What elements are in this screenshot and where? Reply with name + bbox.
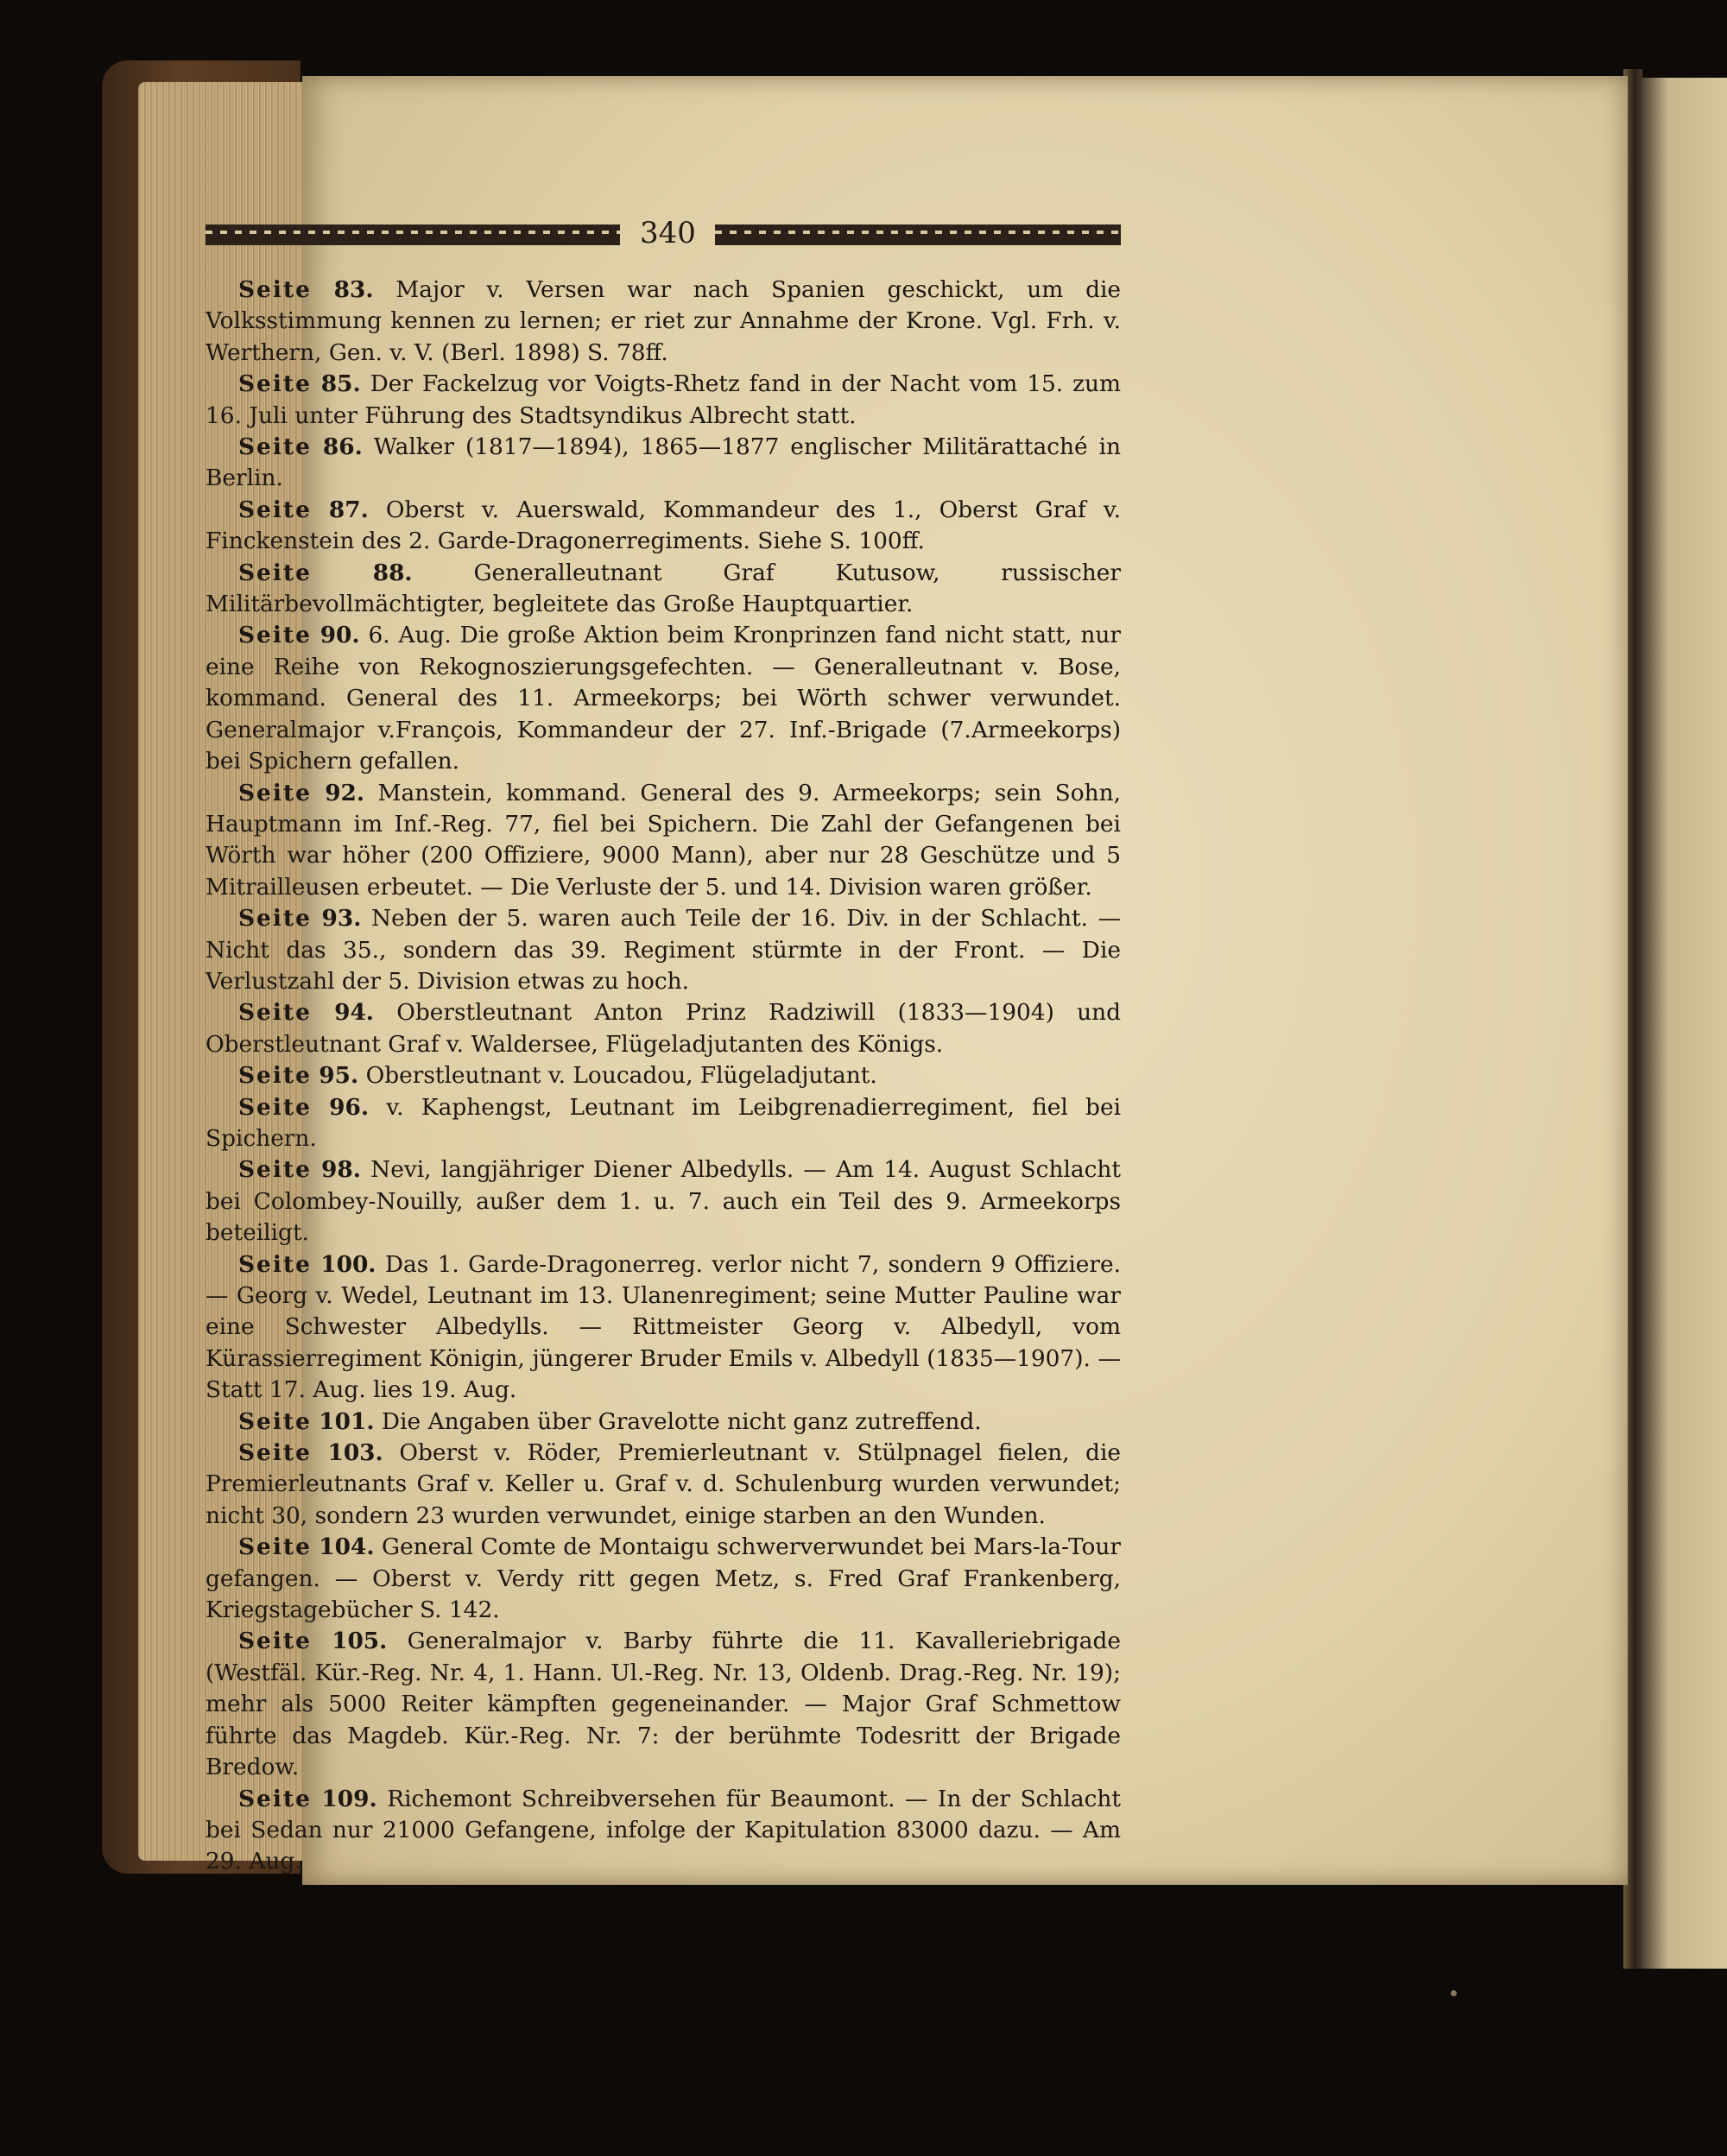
note-entry: Seite 96. v. Kaphengst, Leutnant im Leibgrenadierregiment, fiel bei Spichern. [206,1093,1122,1152]
note-entry: Seite 88. Generalleutnant Graf Kutusow, russischer Militärbevollmächtigter, begleitete das Große Hauptquartier. [206,559,1121,618]
note-entry: Seite 94. Oberstleutnant Anton Prinz Radziwill (1833—1904) und Oberstleutnant Graf v. Waldersee, Flügeladjutanten des Königs. [206,999,1121,1058]
note-entry: Seite 86. Walker (1817—1894), 1865—1877 englischer Militärattaché in Berlin. [206,433,1122,492]
note-entry: Seite 105. Generalmajor v. Barby führte die 11. Kavalleriebrigade (Westfäl. Kür.-Reg. Nr. 4, 1. Hann. Ul.-Reg. Nr. 13, Oldenb. Drag.-Reg. Nr. 19); mehr als 5000 Reiter kämpften gegeneinander. — Major Graf Schmettow führte das Magdeb. Kür.-Reg. Nr. 7: der berühmte Todesritt der Brigade Bredow. [206,1628,1122,1781]
paper-speck [1451,1990,1457,1996]
note-entry: Seite 87. Oberst v. Auerswald, Kommandeur des 1., Oberst Graf v. Finckenstein des 2. Garde-Dragonerregiments. Siehe S. 100ff. [206,496,1122,555]
note-entry: Seite 98. Nevi, langjähriger Diener Albedylls. — Am 14. August Schlacht bei Colombey-Nouilly, außer dem 1. u. 7. auch ein Teil des 9. Armeekorps beteiligt. [206,1156,1122,1247]
note-entry: Seite 101. Die Angaben über Gravelotte nicht ganz zutreffend. [238,1407,982,1435]
note-entry: Seite 90. 6. Aug. Die große Aktion beim Kronprinzen fand nicht statt, nur eine Reihe von Rekognoszierungsgefechten. — Generalleutnant v. Bose, kommand. General des 11. Armeekorps; bei Wörth schwer verwundet. Generalmajor v.François, Kommandeur der 27. Inf.-Brigade (7.Armeekorps) bei Spichern gefallen. [206,622,1121,775]
note-entry: Seite 100. Das 1. Garde-Dragonerreg. verlor nicht 7, sondern 9 Offiziere. — Georg v. Wedel, Leutnant im 13. Ulanenregiment; seine Mutter Pauline war eine Schwester Albedylls. — Rittmeister Georg v. Albedyll, vom Kürassierregiment Königin, jüngerer Bruder Emils v. Albedyll (1835—1907). — Statt 17. Aug. lies 19. Aug. [206,1250,1122,1404]
header-ornament-left [206,224,620,245]
note-entry: Seite 109. Richemont Schreibversehen für Beaumont. — In der Schlacht bei Sedan nur 21000 Gefangene, infolge der Kapitulation 83000 dazu. — Am 29. Aug. [206,1785,1121,1875]
note-entry: Seite 85. Der Fackelzug vor Voigts-Rhetz fand in der Nacht vom 15. zum 16. Juli unter Führung des Stadtsyndikus Albrecht statt. [206,370,1122,429]
note-entry: Seite 104. General Comte de Montaigu schwerverwundet bei Mars-la-Tour gefangen. — Oberst v. Verdy ritt gegen Metz, s. Fred Graf Frankenberg, Kriegstagebücher S. 142. [206,1533,1121,1624]
page-number: 340 [640,216,696,250]
note-entry: Seite 103. Oberst v. Röder, Premierleutnant v. Stülpnagel fielen, die Premierleutnants Graf v. Keller u. Graf v. d. Schulenburg wurden verwundet; nicht 30, sondern 23 wurden verwundet, einige starben an den Wunden. [206,1439,1122,1529]
note-entry: Seite 83. Major v. Versen war nach Spanien geschickt, um die Volksstimmung kennen zu lernen; er riet zur Annahme der Krone. Vgl. Frh. v. Werthern, Gen. v. V. (Berl. 1898) S. 78ff. [206,276,1122,366]
facing-page [1632,78,1727,1969]
note-entry: Seite 93. Neben der 5. waren auch Teile der 16. Div. in der Schlacht. — Nicht das 35., sondern das 39. Regiment stürmte in der Front. — Die Verlustzahl der 5. Division etwas zu hoch. [206,905,1122,995]
notes-body [206,275,1121,1878]
header-ornament-right [715,224,1121,245]
running-header [206,216,1121,250]
note-entry: Seite 95. Oberstleutnant v. Loucadou, Flügeladjutant. [238,1062,877,1090]
note-entry: Seite 92. Manstein, kommand. General des 9. Armeekorps; sein Sohn, Hauptmann im Inf.-Reg. 77, fiel bei Spichern. Die Zahl der Gefangenen bei Wörth war höher (200 Offiziere, 9000 Mann), aber nur 28 Geschütze und 5 Mitrailleusen erbeutet. — Die Verluste der 5. und 14. Division waren größer. [206,779,1122,901]
